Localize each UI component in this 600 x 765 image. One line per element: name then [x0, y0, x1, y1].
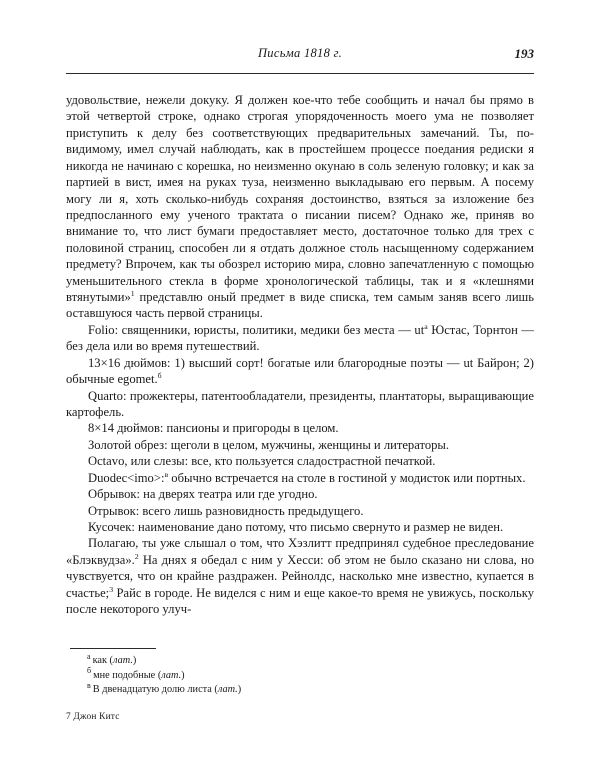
- paragraph: Полагаю, ты уже слышал о том, что Хэзлитт предпринял судебное преследование «Блэквудза».$^2$ На днях я обедал с ним у Хесси: об этом не было сказано ни слова, но чувствуется, что он крайне раздражен. Рейнолдс, насколько мне известно, купается в счастье;$^3$ Райс в городе. Не виделся с ним и еще какое-то время не увижусь, поскольку после некоторого улуч-: [66, 536, 534, 617]
- paragraph: Quarto: прожектеры, патентообладатели, президенты, плантаторы, выращивающие картофель.: [66, 388, 534, 420]
- paragraph: Обрывок: на дверях театра или где угодно.: [88, 487, 318, 502]
- footnote-item: [66, 666, 534, 684]
- footnote-divider-rule: [70, 648, 156, 649]
- paragraph: 13×16 дюймов: 1) высший сорт! богатые или благородные поэты — ut Байрон; 2) обычные egomet.$^б$: [66, 355, 534, 387]
- footnote-item: [66, 651, 534, 669]
- page-content-column: [66, 46, 534, 618]
- paragraph: Отрывок: всего лишь разновидность предыдущего.: [88, 503, 364, 518]
- footnote-marker: в: [87, 680, 91, 690]
- running-head-title: Письма 1818 г.: [257, 46, 343, 60]
- paragraph: удовольствие, нежели докуку. Я должен кое-что тебе сообщить и начал бы прямо в этой четвертой строке, однако строгая упорядоченность моего ума не позволяет приступить к делу без соответствующих предварительных замечаний. Ты, по-видимому, имел случай наблюдать, как в простейшем процессе поедания редиски я никогда не начинаю с корешка, но неизменно окунаю в соль зеленую головку; и как за партией в вист, имея на руках туза, неизменно выкладываю его первым. А посему могу ли я, хоть сколько-нибудь сохраняя достоинство, взяться за изложение без предпосланного ему ученого трактата о писании писем? Однако же, приняв во внимание то, что лист бумаги предоставляет место, достаточное только для трех с половиной страниц, способен ли я отдать должное столь насыщенному содержанием предмету? Впрочем, как ты обозрел историю мира, словно запечатленную с помощью уменьшительного стекла в форме хронологической таблицы, так и я «клешнями втянутыми»$^1$ представлю оный предмет в виде списка, тем самым заняв всего лишь оставшуюся часть первой страницы.: [66, 93, 534, 321]
- footnote-item: [66, 680, 534, 698]
- running-head: [66, 46, 534, 72]
- header-divider-rule: [66, 73, 534, 74]
- body-text: [66, 92, 534, 618]
- paragraph: Золотой обрез: щеголи в целом, мужчины, женщины и литераторы.: [88, 437, 450, 452]
- footnote-marker: а: [87, 651, 91, 661]
- footnote-text: В двенадцатую долю листа (лат.): [92, 684, 242, 696]
- footnote-text: как (лат.): [92, 655, 137, 666]
- footnote-text: мне подобные (лат.): [93, 669, 185, 681]
- paragraph: Кусочек: наименование дано потому, что письмо свернуто и размер не виден.: [88, 519, 504, 534]
- footnote-list: [66, 651, 534, 698]
- paragraph: Octavo, или слезы: все, кто пользуется сладострастной печаткой.: [88, 454, 436, 469]
- page-number: 193: [514, 46, 534, 61]
- paragraph: Folio: священники, юристы, политики, медики без места — $ut^а$ Юстас, Торнтон — без дела или во время путешествий.: [66, 321, 534, 354]
- footnote-block: [66, 648, 534, 698]
- footnote-marker: б: [87, 666, 92, 676]
- paragraph: Duodec<imo>:$^в$ обычно встречается на столе в гостиной у модисток или портных.: [88, 469, 526, 485]
- signature-catchline: 7 Джон Китс: [66, 712, 120, 722]
- paragraph: 8×14 дюймов: пансионы и пригороды в целом.: [88, 421, 339, 436]
